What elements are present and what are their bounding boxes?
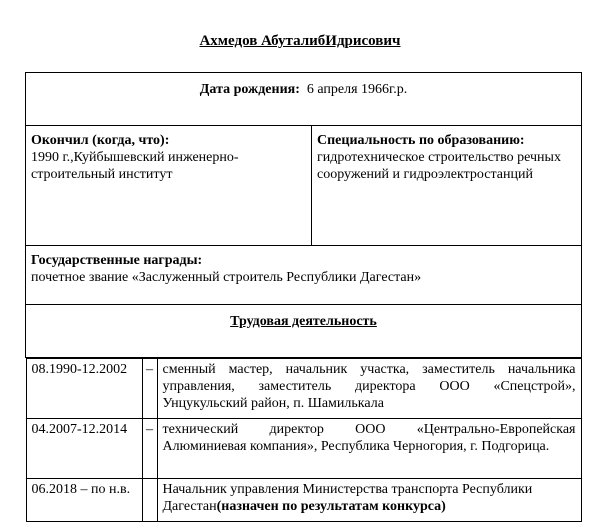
specialty-label: Специальность по образованию: [317,133,525,148]
job-description [157,479,581,522]
job-dash: – [142,419,157,479]
resume-table [25,72,582,522]
dob-value: 6 апреля 1966г.р. [306,82,408,97]
awards-label: Государственные награды: [31,253,203,268]
job-desc-text: Начальник управления Министерства транспорта Республики Дагестан [162,482,533,514]
work-heading-cell [26,305,582,358]
job-period: 06.2018 – по н.в. [26,479,142,522]
education-text: 1990 г.,Куйбышевский инженерно-строительный институт [31,150,239,182]
jobs-container [26,358,582,523]
job-row [26,479,581,522]
work-heading: Трудовая деятельность [230,314,377,329]
awards-text: почетное звание «Заслуженный строитель Республики Дагестан» [31,270,422,285]
awards-cell [26,246,582,305]
job-desc-bold: (назначен по результатам конкурса) [216,499,446,514]
education-cell [26,126,312,246]
job-period: 04.2007-12.2014 [26,419,142,479]
jobs-table [26,358,582,522]
dob-row [26,73,582,126]
job-row [26,419,581,479]
job-desc-text: сменный мастер, начальник участка, заместитель начальника управления, заместитель директора ООО «Спецстрой», Унцукульский район, п. Шамилькала [162,362,576,411]
specialty-cell [312,126,582,246]
specialty-text: гидротехническое строительство речных сооружений и гидроэлектростанций [317,150,561,182]
dob-label: Дата рождения: [199,82,300,97]
job-description [157,359,581,419]
job-period: 08.1990-12.2002 [26,359,142,419]
job-dash [142,479,157,522]
job-dash: – [142,359,157,419]
job-description [157,419,581,479]
job-desc-text: технический директор ООО «Центрально-Европейская Алюминиевая компания», Республика Черногория, г. Подгорица. [162,422,576,454]
education-label: Окончил (когда, что): [31,133,170,148]
page-title: Ахмедов АбуталибИдрисович [199,33,401,49]
job-row [26,359,581,419]
